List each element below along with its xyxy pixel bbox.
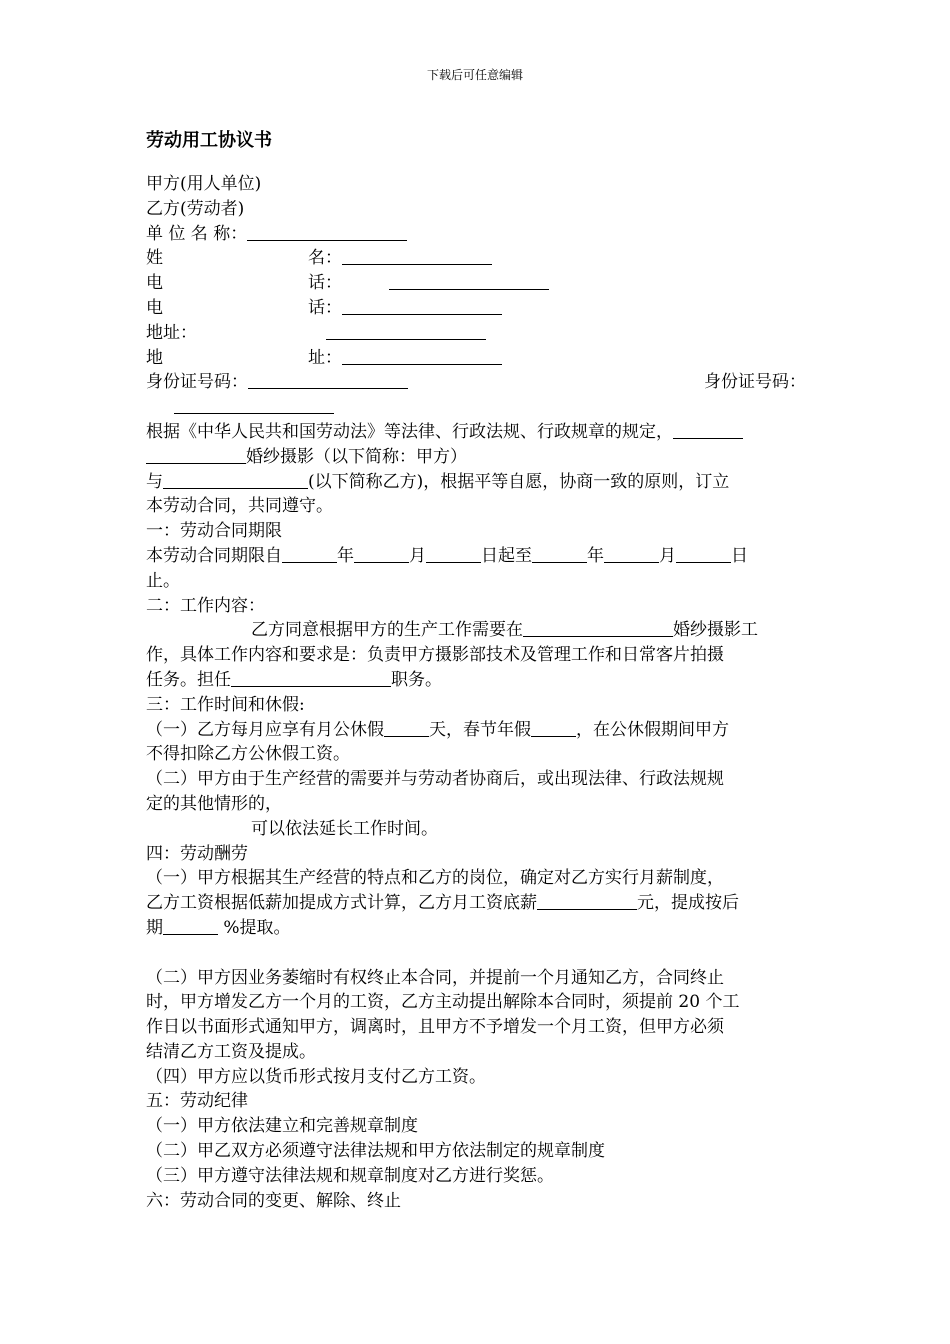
blank-commission [163, 916, 218, 935]
line-addr-b [146, 346, 806, 371]
line-tel-b [146, 296, 806, 321]
blank-basis-2 [146, 445, 246, 464]
label-tel-a1: 电 [146, 273, 163, 294]
line-work-3: 任务。担任 职务。 [146, 669, 442, 690]
line-pay-6: 作日以书面形式通知甲方，调离时，且甲方不予增发一个月工资，但甲方必须 [146, 1017, 724, 1038]
line-work-1: 乙方同意根据甲方的生产工作需要在 婚纱摄影工 [251, 620, 758, 641]
page-header: 下载后可任意编辑 [426, 68, 523, 82]
section-4-heading: 四：劳动酬劳 [146, 843, 248, 864]
label-tel-b2: 话： [308, 297, 342, 318]
document-title: 劳动用工协议书 [146, 130, 272, 151]
line-id [146, 370, 806, 395]
line-pay-3: 期 %提取。 [146, 917, 291, 938]
label-id-b: 身份证号码： [704, 372, 806, 393]
label-addr-a: 地址： [146, 322, 197, 343]
blank-unit-name [247, 222, 407, 241]
blank-addr-b [342, 346, 502, 365]
line-leave-5: 可以依法延长工作时间。 [251, 818, 438, 839]
line-name [146, 246, 806, 271]
blank-party-b-name [163, 470, 308, 489]
line-leave-4: 定的其他情形的， [146, 793, 282, 814]
document-body [146, 172, 806, 1213]
line-party-b: 乙方(劳动者) [146, 198, 245, 219]
line-basis-2: 婚纱摄影（以下简称：甲方） [146, 445, 806, 470]
label-unit-name: 单 位 名 称： [146, 223, 248, 244]
label-id-a: 身份证号码： [146, 372, 248, 393]
line-basis-3: 与 (以下简称乙方)，根据平等自愿，协商一致的原则，订立 [146, 471, 730, 492]
section-3-heading: 三：工作时间和休假: [146, 694, 305, 715]
blank-tel-a [389, 271, 549, 290]
line-unit-name [146, 222, 806, 247]
line-party-a: 甲方(用人单位) [146, 174, 262, 194]
line-addr-a [146, 321, 806, 346]
blank-name [342, 246, 492, 265]
blank-work-dept [523, 618, 673, 637]
section-1-heading: 一：劳动合同期限 [146, 521, 282, 542]
line-discipline-1: （一）甲方依法建立和完善规章制度 [146, 1116, 418, 1137]
blank-id-a [248, 370, 408, 389]
line-pay-1: （一）甲方根据其生产经营的特点和乙方的岗位，确定对乙方实行月薪制度， [146, 868, 724, 889]
line-discipline-2: （二）甲乙双方必须遵守法律法规和甲方依法制定的规章制度 [146, 1141, 605, 1162]
line-pay-8: （四）甲方应以货币形式按月支付乙方工资。 [146, 1066, 486, 1087]
line-contract-term-end: 止。 [146, 570, 180, 591]
blank-position [231, 668, 391, 687]
line-basis-1: 根据《中华人民共和国劳动法》等法律、行政法规、行政规章的规定， [146, 420, 806, 445]
line-pay-4: （二）甲方因业务萎缩时有权终止本合同，并提前一个月通知乙方，合同终止 [146, 967, 724, 988]
label-name-1: 姓 [146, 248, 163, 269]
label-addr-b2: 址： [308, 347, 342, 368]
line-leave-2: 不得扣除乙方公休假工资。 [146, 744, 350, 765]
label-tel-b1: 电 [146, 297, 163, 318]
line-pay-5: 时，甲方增发乙方一个月的工资，乙方主动提出解除本合同时，须提前 20 个工 [146, 992, 740, 1013]
line-pay-2: 乙方工资根据低薪加提成方式计算，乙方月工资底薪 元，提成按后 [146, 893, 739, 914]
line-tel-a [146, 271, 806, 296]
blank-base-salary [537, 891, 637, 910]
line-contract-term: 本劳动合同期限自 年 月 日起至 年 月 日 [146, 545, 748, 566]
label-tel-a2: 话： [308, 273, 342, 294]
line-pay-7: 结清乙方工资及提成。 [146, 1041, 316, 1062]
line-leave-3: （二）甲方由于生产经营的需要并与劳动者协商后，或出现法律、行政法规规 [146, 769, 724, 790]
label-name-2: 名： [308, 248, 342, 269]
label-addr-b1: 地 [146, 347, 163, 368]
blank-tel-b [342, 296, 502, 315]
blank-basis-1 [673, 420, 743, 439]
line-basis-4: 本劳动合同，共同遵守。 [146, 496, 333, 517]
line-discipline-3: （三）甲方遵守法律法规和规章制度对乙方进行奖惩。 [146, 1165, 554, 1186]
blank-id-b [174, 395, 334, 414]
blank-addr-a [326, 321, 486, 340]
line-id-b-blank [146, 395, 806, 420]
line-work-2: 作，具体工作内容和要求是：负责甲方摄影部技术及管理工作和日常客片拍摄 [146, 645, 724, 666]
section-2-heading: 二：工作内容： [146, 595, 265, 616]
section-5-heading: 五：劳动纪律 [146, 1091, 248, 1112]
section-6-heading: 六：劳动合同的变更、解除、终止 [146, 1190, 401, 1211]
line-leave-1: （一）乙方每月应享有月公休假 天，春节年假 ，在公休假期间甲方 [146, 719, 729, 740]
